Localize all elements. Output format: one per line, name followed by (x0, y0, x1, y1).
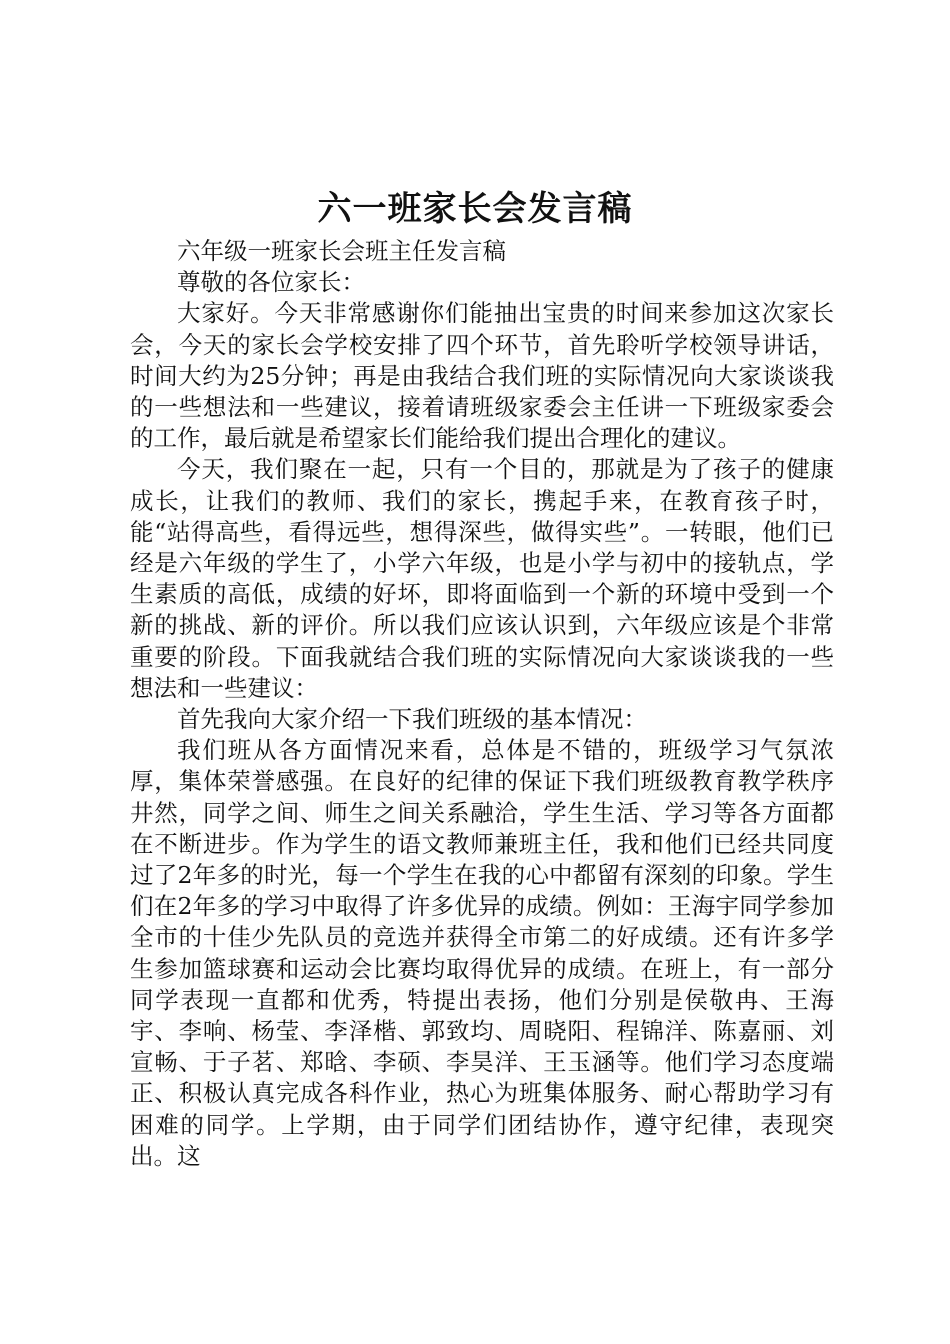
paragraph-subtitle: 六年级一班家长会班主任发言稿 (177, 237, 506, 265)
paragraph-class-situation: 我们班从各方面情况来看，总体是不错的，班级学习气氛浓厚，集体荣誉感强。在良好的纪律的保证下我们班级教育教学秩序井然，同学之间、师生之间关系融洽，学生生活、学习等各方面都在不断进步。作为学生的语文教师兼班主任，我和他们已经共同度过了2年多的时光，每一个学生在我的心中都留有深刻的印象。学生们在2年多的学习中取得了许多优异的成绩。例如：王海宇同学参加全市的十佳少先队员的竞选并获得全市第二的好成绩。还有许多学生参加篮球赛和运动会比赛均取得优异的成绩。在班上，有一部分同学表现一直都和优秀，特提出表扬，他们分别是侯敬冉、王海宇、李响、杨莹、李泽楷、郭致均、周晓阳、程锦洋、陈嘉丽、刘宣畅、于子茗、郑晗、李硕、李昊洋、王玉涵等。他们学习态度端正、积极认真完成各科作业，热心为班集体服务、耐心帮助学习有困难的同学。上学期，由于同学们团结协作，遵守纪律，表现突出。这 (130, 736, 834, 1170)
paragraph-intro: 首先我向大家介绍一下我们班级的基本情况： (177, 705, 647, 734)
paragraph-purpose: 今天，我们聚在一起，只有一个目的，那就是为了孩子的健康成长，让我们的教师、我们的家长，携起手来，在教育孩子时，能“站得高些，看得远些，想得深些，做得实些”。一转眼，他们已经是六年级的学生了，小学六年级，也是小学与初中的接轨点，学生素质的高低，成绩的好坏，即将面临到一个新的环境中受到一个新的挑战、新的评价。所以我们应该认识到，六年级应该是个非常重要的阶段。下面我就结合我们班的实际情况向大家谈谈我的一些想法和一些建议： (130, 455, 834, 702)
paragraph-greeting: 大家好。今天非常感谢你们能抽出宝贵的时间来参加这次家长会，今天的家长会学校安排了四个环节，首先聆听学校领导讲话，时间大约为25分钟；再是由我结合我们班的实际情况向大家谈谈我的一些想法和一些建议，接着请班级家委会主任讲一下班级家委会的工作，最后就是希望家长们能给我们提出合理化的建议。 (130, 299, 834, 453)
paragraph-salutation: 尊敬的各位家长： (177, 268, 365, 297)
document-title: 六一班家长会发言稿 (317, 189, 633, 229)
document-body (130, 236, 834, 1172)
